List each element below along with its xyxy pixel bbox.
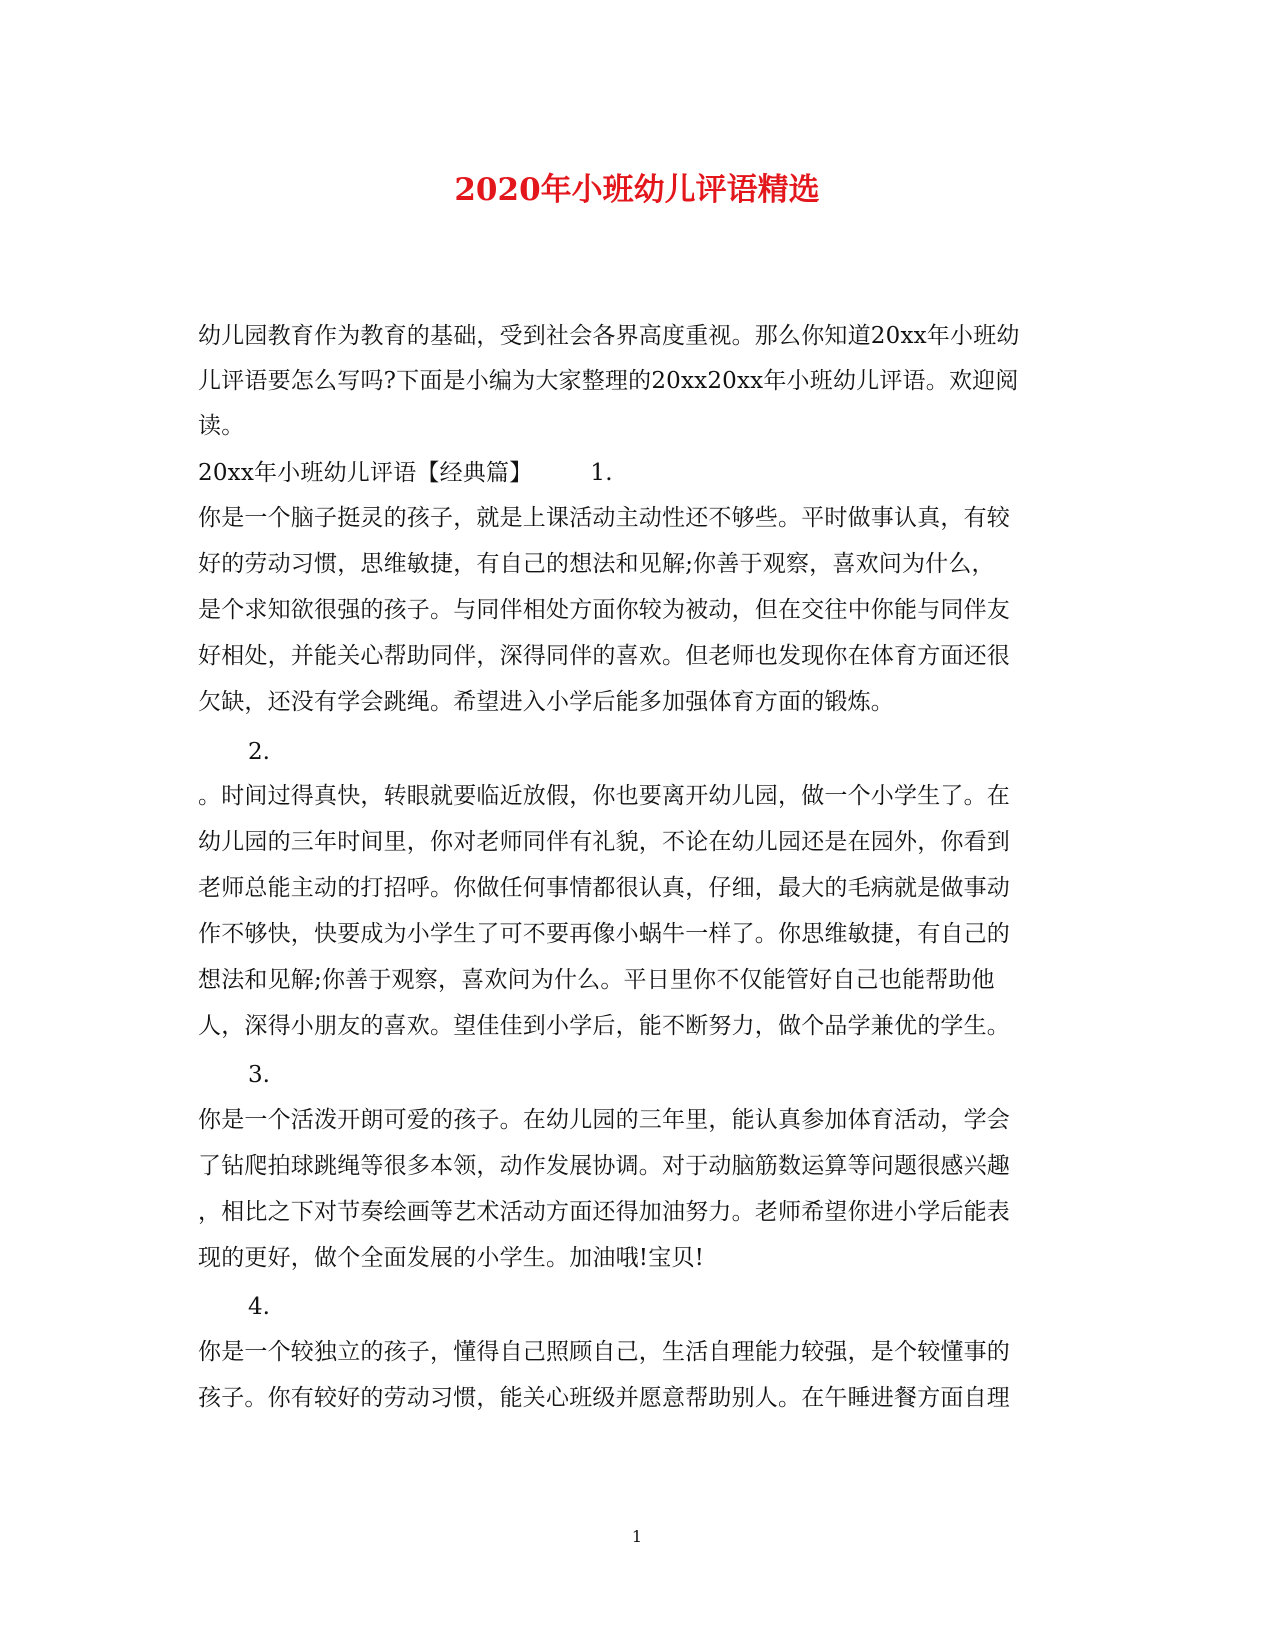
paragraph-line: 好的劳动习惯，思维敏捷，有自己的想法和见解;你善于观察，喜欢问为什么， — [198, 551, 995, 577]
section-heading-line — [198, 457, 1078, 489]
paragraph-line: 你是一个活泼开朗可爱的孩子。在幼儿园的三年里，能认真参加体育活动，学会 — [198, 1107, 1010, 1133]
paragraph-line: 人，深得小朋友的喜欢。望佳佳到小学后，能不断努力，做个品学兼优的学生。 — [198, 1013, 1010, 1039]
section-heading: 20xx年小班幼儿评语【经典篇】 — [198, 460, 533, 486]
paragraph-line: 老师总能主动的打招呼。你做任何事情都很认真，仔细，最大的毛病就是做事动 — [198, 875, 1010, 901]
paragraph-line: 想法和见解;你善于观察，喜欢问为什么。平日里你不仅能管好自己也能帮助他 — [198, 967, 995, 993]
item-number: 1. — [590, 460, 613, 486]
intro-line: 幼儿园教育作为教育的基础，受到社会各界高度重视。那么你知道20xx年小班幼 — [198, 323, 1020, 349]
paragraph-line: 你是一个较独立的孩子，懂得自己照顾自己，生活自理能力较强，是个较懂事的 — [198, 1339, 1010, 1365]
intro-line: 儿评语要怎么写吗?下面是小编为大家整理的20xx20xx年小班幼儿评语。欢迎阅 — [198, 368, 1019, 394]
paragraph-line: 好相处，并能关心帮助同伴，深得同伴的喜欢。但老师也发现你在体育方面还很 — [198, 643, 1010, 669]
document-title: 2020年小班幼儿评语精选 — [454, 172, 820, 208]
paragraph-line: 现的更好，做个全面发展的小学生。加油哦!宝贝! — [198, 1245, 705, 1271]
page-number: 1 — [631, 1527, 643, 1546]
paragraph-line: 。时间过得真快，转眼就要临近放假，你也要离开幼儿园，做一个小学生了。在 — [198, 783, 1010, 809]
paragraph-line: 是个求知欲很强的孩子。与同伴相处方面你较为被动，但在交往中你能与同伴友 — [198, 597, 1010, 623]
paragraph-line: ，相比之下对节奏绘画等艺术活动方面还得加油努力。老师希望你进小学后能表 — [198, 1199, 1010, 1225]
paragraph-line: 幼儿园的三年时间里，你对老师同伴有礼貌，不论在幼儿园还是在园外，你看到 — [198, 829, 1010, 855]
paragraph-line: 了钻爬拍球跳绳等很多本领，动作发展协调。对于动脑筋数运算等问题很感兴趣 — [198, 1153, 1010, 1179]
intro-line: 读。 — [198, 413, 245, 439]
paragraph-line: 欠缺，还没有学会跳绳。希望进入小学后能多加强体育方面的锻炼。 — [198, 689, 894, 715]
item-number: 4. — [248, 1294, 270, 1320]
paragraph-line: 孩子。你有较好的劳动习惯，能关心班级并愿意帮助别人。在午睡进餐方面自理 — [198, 1385, 1010, 1411]
item-number: 3. — [248, 1062, 270, 1088]
paragraph-line: 作不够快，快要成为小学生了可不要再像小蜗牛一样了。你思维敏捷，有自己的 — [198, 921, 1010, 947]
item-number: 2. — [248, 739, 270, 765]
paragraph-line: 你是一个脑子挺灵的孩子，就是上课活动主动性还不够些。平时做事认真，有较 — [198, 505, 1010, 531]
